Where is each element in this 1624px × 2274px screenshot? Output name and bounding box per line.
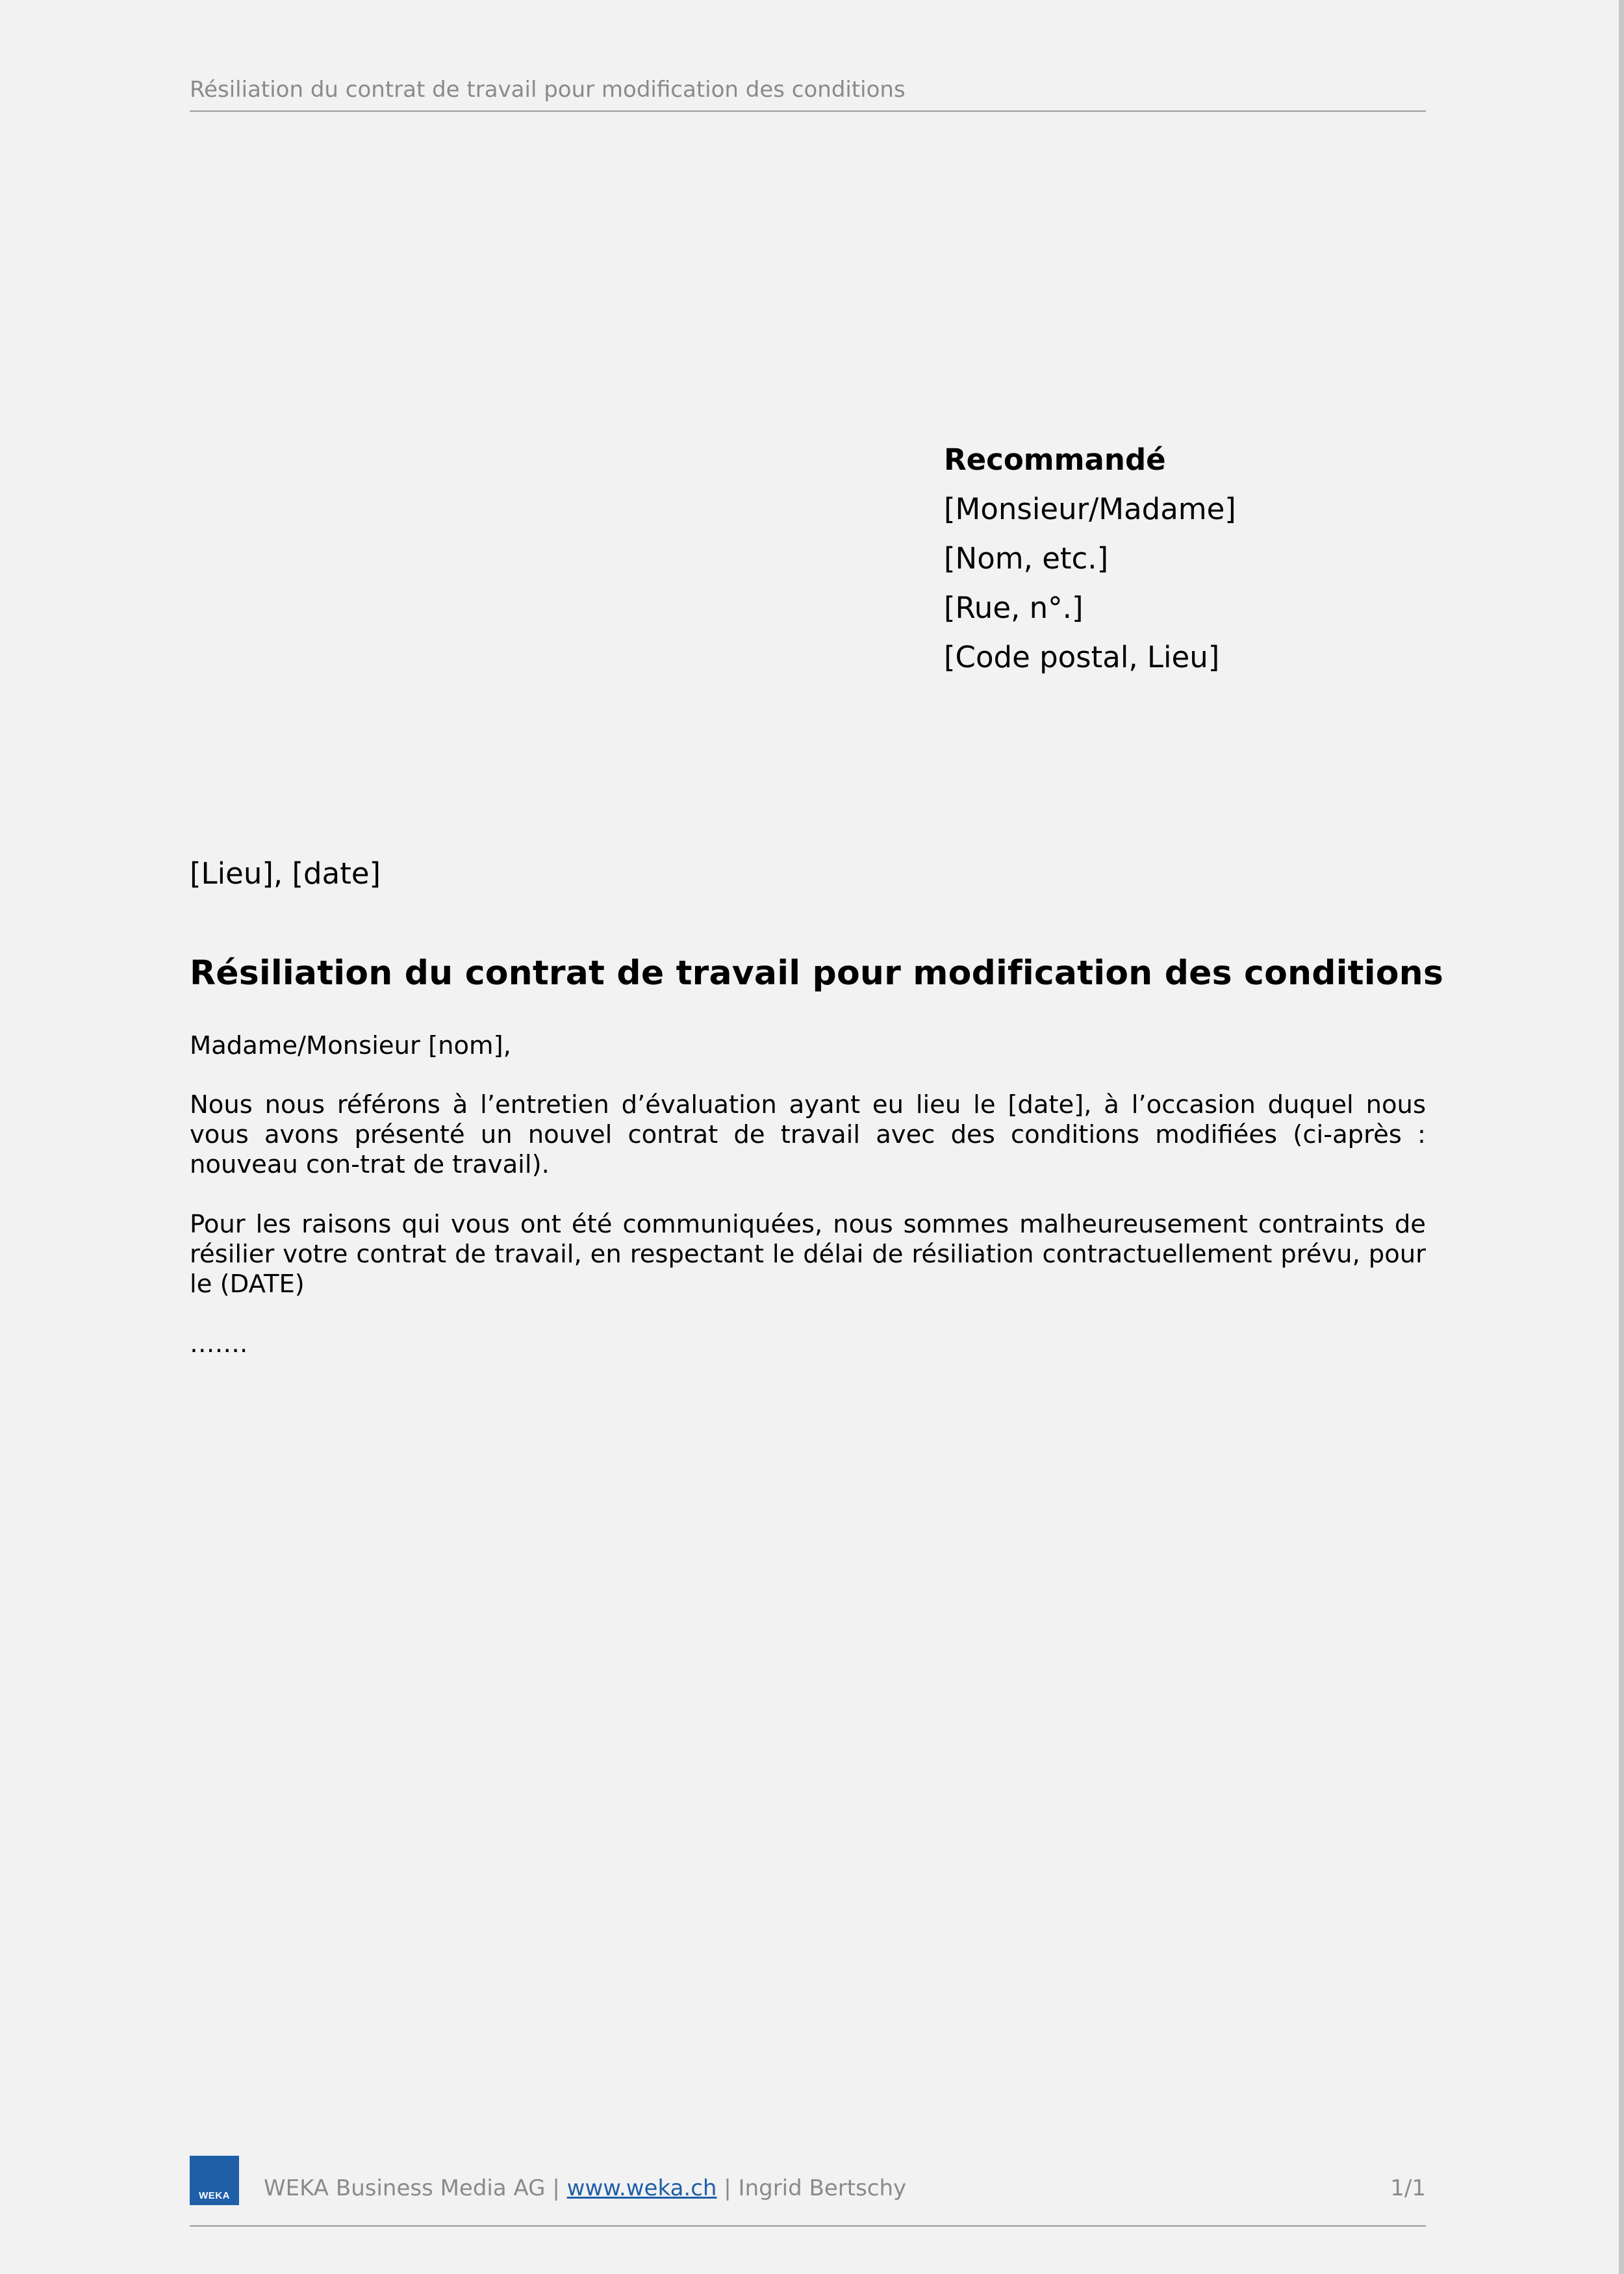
footer-info xyxy=(264,2174,906,2203)
page-header xyxy=(190,75,1426,112)
address-city-line: [Code postal, Lieu] xyxy=(944,640,1220,674)
place-and-date: [Lieu], [date] xyxy=(190,856,381,891)
recipient-address xyxy=(944,435,1236,682)
continuation-ellipsis: ……. xyxy=(190,1329,248,1359)
weka-logo-text: WEKA xyxy=(199,2190,230,2201)
footer-website-link[interactable]: www.weka.ch xyxy=(566,2175,717,2201)
address-street-line: [Rue, n°.] xyxy=(944,591,1084,625)
registered-mail-label: Recommandé xyxy=(944,442,1166,477)
footer-company: WEKA Business Media AG xyxy=(264,2175,546,2201)
salutation: Madame/Monsieur [nom], xyxy=(190,1031,511,1060)
letter-title: Résiliation du contrat de travail pour modification des conditions xyxy=(190,954,1444,993)
page-edge xyxy=(1619,0,1624,2274)
weka-logo xyxy=(190,2156,239,2205)
address-name-line: [Nom, etc.] xyxy=(944,541,1109,576)
running-title: Résiliation du contrat de travail pour modification des conditions xyxy=(190,77,906,103)
page-footer xyxy=(190,2156,1426,2227)
paragraph-1: Nous nous référons à l’entretien d’évaluation ayant eu lieu le [date], à l’occasion duquel nous vous avons présenté un nouvel contrat de travail avec des conditions modifiées (ci-après : nouveau con-trat de travail). xyxy=(190,1090,1426,1179)
address-salutation-line: [Monsieur/Madame] xyxy=(944,492,1236,526)
footer-author: Ingrid Bertschy xyxy=(738,2175,907,2201)
page-number: 1/1 xyxy=(1390,2175,1426,2201)
letter-body xyxy=(190,1031,1426,1359)
footer-separator: | xyxy=(724,2175,731,2201)
paragraph-2: Pour les raisons qui vous ont été communiquées, nous sommes malheureusement contraints de résilier votre contrat de travail, en respectant le délai de résiliation contractuellement prévu, pour le (DATE) xyxy=(190,1210,1426,1299)
footer-separator: | xyxy=(552,2175,560,2201)
